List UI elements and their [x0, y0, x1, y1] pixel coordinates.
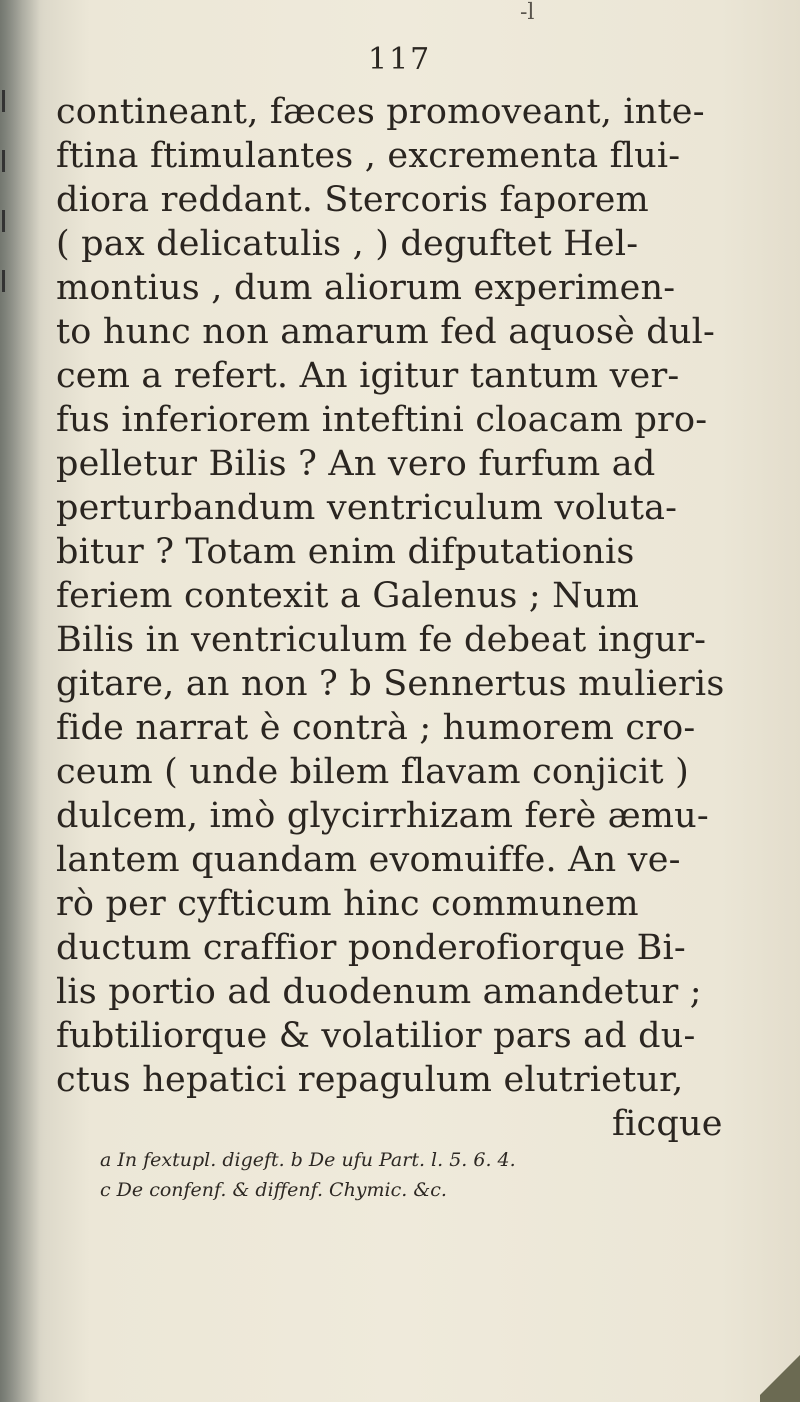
text-line: ftina ftimulantes , excrementa flui- [56, 136, 681, 176]
text-line: gitare, an non ? b Sennertus mulieris [56, 664, 725, 704]
text-line: ceum ( unde bilem flavam conjicit ) [56, 752, 689, 792]
page-corner [760, 1347, 800, 1402]
footnote-line: c De confenf. & diffenf. Chymic. &c. [100, 1179, 447, 1201]
text-line: ductum craffior ponderofiorque Bi- [56, 928, 686, 968]
text-line: contineant, fæces promoveant, inte- [56, 92, 705, 132]
text-line: montius , dum aliorum experimen- [56, 268, 676, 308]
text-line: fus inferiorem inteftini cloacam pro- [56, 400, 708, 440]
footnotes [100, 1145, 740, 1205]
text-line: feriem contexit a Galenus ; Num [56, 576, 640, 616]
text-line: fide narrat è contrà ; humorem cro- [56, 708, 696, 748]
footnote-line: a In fextupl. digeft. b De ufu Part. l. 5. 6. 4. [100, 1149, 516, 1171]
text-line: rò per cyfticum hinc communem [56, 884, 639, 924]
text-line: ficque [612, 1104, 723, 1144]
text-line: perturbandum ventriculum voluta- [56, 488, 678, 528]
text-line: fubtiliorque & volatilior pars ad du- [56, 1016, 696, 1056]
text-line: diora reddant. Stercoris faporem [56, 180, 649, 220]
text-line: ctus hepatici repagulum elutrietur, [56, 1060, 684, 1100]
text-line: to hunc non amarum fed aquosè dul- [56, 312, 716, 352]
text-line: Bilis in ventriculum fe debeat ingur- [56, 620, 707, 660]
text-line: bitur ? Totam enim difputationis [56, 532, 635, 572]
top-mark: -l [520, 0, 535, 25]
page-edge-marks [0, 90, 16, 330]
text-line: cem a refert. An igitur tantum ver- [56, 356, 680, 396]
page-number: 117 [368, 42, 432, 77]
text-line: dulcem, imò glycirrhizam ferè æmu- [56, 796, 709, 836]
text-line: lantem quandam evomuiffe. An ve- [56, 840, 681, 880]
text-line: pelletur Bilis ? An vero furfum ad [56, 444, 656, 484]
text-line: ( pax delicatulis , ) deguftet Hel- [56, 224, 639, 264]
text-line: lis portio ad duodenum amandetur ; [56, 972, 702, 1012]
